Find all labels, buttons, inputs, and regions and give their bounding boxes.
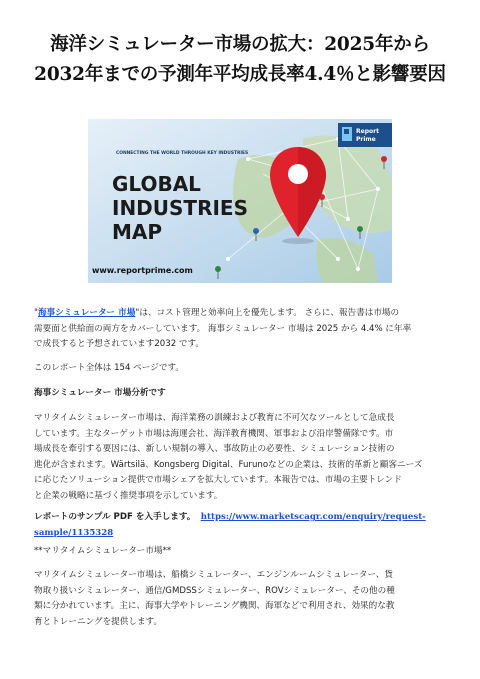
segment-paragraph: [34, 568, 446, 630]
analysis-line-5: に応じたソリューション提供で市場シェアを拡大しています。本報告では、市場の主要トレンド: [34, 475, 402, 485]
banner-image: [88, 119, 392, 283]
sample-url-link-cont[interactable]: sample/1135328: [34, 527, 114, 538]
analysis-line-2: しています。主なターゲット市場は海運会社、海洋教育機関、軍事および沿岸警備隊です。市: [34, 428, 394, 439]
sample-label: レポートのサンプル PDF を入手します。: [34, 512, 196, 522]
page-title: [20, 30, 460, 90]
banner-heading-line-1: GLOBAL: [112, 172, 201, 196]
title-line-1: 海洋シミュレーター市場の拡大：2025年から: [50, 34, 430, 55]
analysis-paragraph: [34, 411, 446, 504]
sample-url-link[interactable]: https://www.marketscagr.com/enquiry/request-: [200, 512, 426, 522]
banner-url: www.reportprime.com: [92, 266, 193, 275]
segment-line-2: 物取り扱いシミュレーター、通信/GMDSSシミュレーター、ROVシミュレーター、その他の種: [34, 585, 395, 596]
analysis-heading: 海事シミュレーター 市場分析です: [34, 388, 166, 398]
banner-heading-line-3: MAP: [112, 220, 163, 244]
intro-paragraph: [34, 306, 446, 353]
segment-line-1: マリタイムシミュレーター市場は、船橋シミュレーター、エンジンルームシミュレーター、貨: [34, 570, 393, 580]
analysis-line-1: マリタイムシミュレーター市場は、海洋業務の訓練および教育に不可欠なツールとして急成長: [34, 413, 395, 423]
analysis-line-3: 場成長を牽引する要因には、新しい規制の導入、事故防止の必要性、シミュレーション技術の: [34, 444, 395, 454]
logo-line-2: Prime: [356, 136, 376, 143]
intro-line-2: 需要面と供給面の両方をカバーしています。 海事シミュレーター 市場は 2025 から 4.4% に年率: [34, 323, 412, 334]
report-prime-logo: [338, 123, 392, 147]
intro-line-1: "は、コスト管理と効率向上を優先します。 さらに、報告書は市場の: [135, 308, 400, 318]
quote-mark: ": [34, 308, 38, 318]
segment-line-4: 育とトレーニングを提供します。: [34, 616, 163, 627]
analysis-line-6: と企業の戦略に基づく推奨事項を示しています。: [34, 490, 223, 501]
segment-heading: **マリタイムシミュレーター市場**: [34, 546, 172, 556]
analysis-line-4: 進化が含まれます。Wärtsilä、Kongsberg Digital、Furunoなどの企業は、技術的革新と顧客ニーズ: [34, 459, 423, 470]
title-line-2: 2032年までの予測年平均成長率4.4％と影響要因: [34, 64, 446, 85]
logo-line-1: Report: [356, 128, 379, 135]
market-link[interactable]: 海事シミュレーター 市場: [37, 308, 136, 318]
banner-tagline: CONNECTING THE WORLD THROUGH KEY INDUSTRIES: [116, 151, 249, 156]
sample-request: [34, 510, 446, 541]
banner-heading-line-2: INDUSTRIES: [112, 196, 248, 220]
segment-line-3: 類に分かれています。主に、海事大学やトレーニング機関、海軍などで利用され、効果的な教: [34, 601, 395, 611]
intro-line-3: で成長すると予想されています2032 です。: [34, 339, 205, 349]
pages-note: このレポート全体は 154 ページです。: [34, 363, 184, 373]
